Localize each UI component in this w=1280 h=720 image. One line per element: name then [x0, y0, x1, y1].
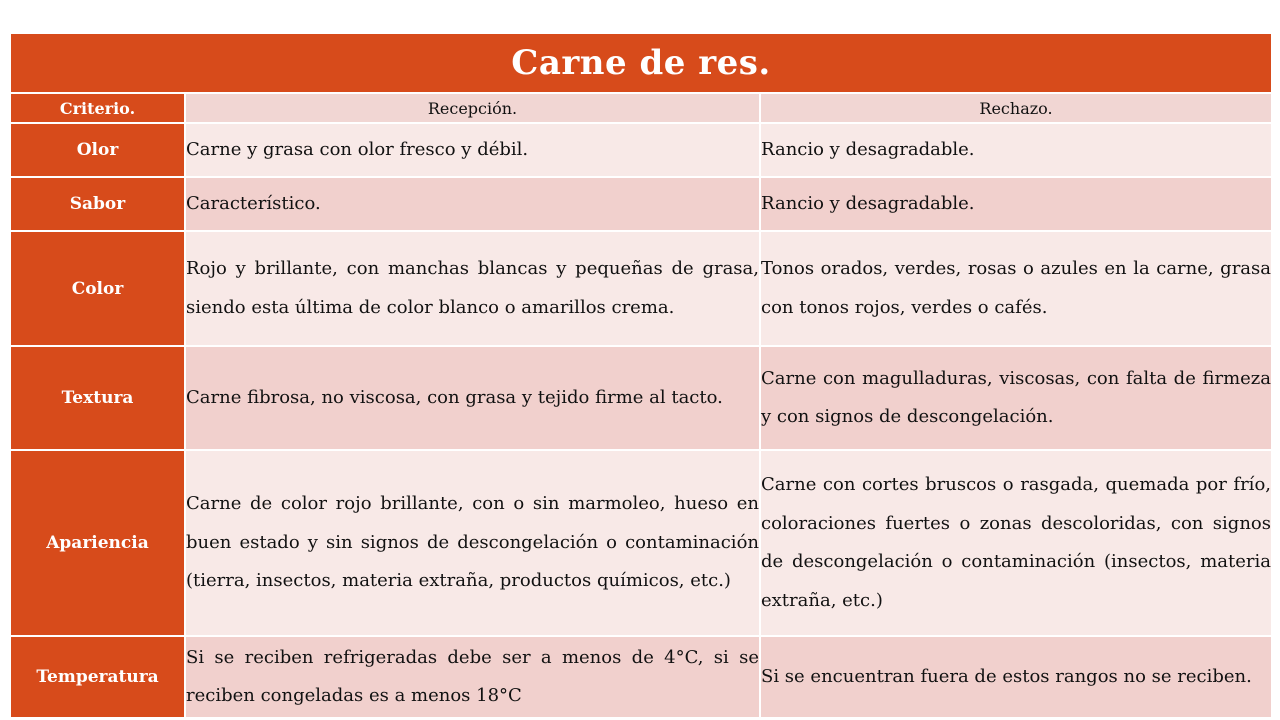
rejection-cell: Si se encuentran fuera de estos rangos no se reciben.: [760, 636, 1272, 718]
rejection-cell: Carne con magulladuras, viscosas, con falta de firmeza y con signos de descongelación.: [760, 346, 1272, 450]
row-textura: [10, 346, 1272, 450]
rejection-cell: Tonos orados, verdes, rosas o azules en la carne, grasa con tonos rojos, verdes o cafés.: [760, 231, 1272, 346]
beef-criteria-table: [9, 32, 1273, 719]
row-apariencia: [10, 450, 1272, 636]
header-criterio: Criterio.: [10, 93, 185, 123]
row-olor: [10, 123, 1272, 177]
criterion-label: Olor: [10, 123, 185, 177]
header-rechazo: Rechazo.: [760, 93, 1272, 123]
criterion-label: Textura: [10, 346, 185, 450]
rejection-cell: Rancio y desagradable.: [760, 123, 1272, 177]
row-color: [10, 231, 1272, 346]
reception-cell: Rojo y brillante, con manchas blancas y pequeñas de grasa, siendo esta última de color blanco o amarillos crema.: [185, 231, 760, 346]
criterion-label: Sabor: [10, 177, 185, 231]
title-row: [10, 33, 1272, 93]
criterion-label: Apariencia: [10, 450, 185, 636]
table-title: Carne de res.: [10, 33, 1272, 93]
header-recepcion: Recepción.: [185, 93, 760, 123]
criterion-label: Temperatura: [10, 636, 185, 718]
reception-cell: Carne fibrosa, no viscosa, con grasa y tejido firme al tacto.: [185, 346, 760, 450]
row-sabor: [10, 177, 1272, 231]
reception-cell: Característico.: [185, 177, 760, 231]
rejection-cell: Rancio y desagradable.: [760, 177, 1272, 231]
reception-cell: Carne de color rojo brillante, con o sin marmoleo, hueso en buen estado y sin signos de descongelación o contaminación (tierra, insectos, materia extraña, productos químicos, etc.): [185, 450, 760, 636]
row-temperatura: [10, 636, 1272, 718]
reception-cell: Si se reciben refrigeradas debe ser a menos de 4°C, si se reciben congeladas es a menos 18°C: [185, 636, 760, 718]
rejection-cell: Carne con cortes bruscos o rasgada, quemada por frío, coloraciones fuertes o zonas descoloridas, con signos de descongelación o contaminación (insectos, materia extraña, etc.): [760, 450, 1272, 636]
header-row: [10, 93, 1272, 123]
criterion-label: Color: [10, 231, 185, 346]
reception-cell: Carne y grasa con olor fresco y débil.: [185, 123, 760, 177]
